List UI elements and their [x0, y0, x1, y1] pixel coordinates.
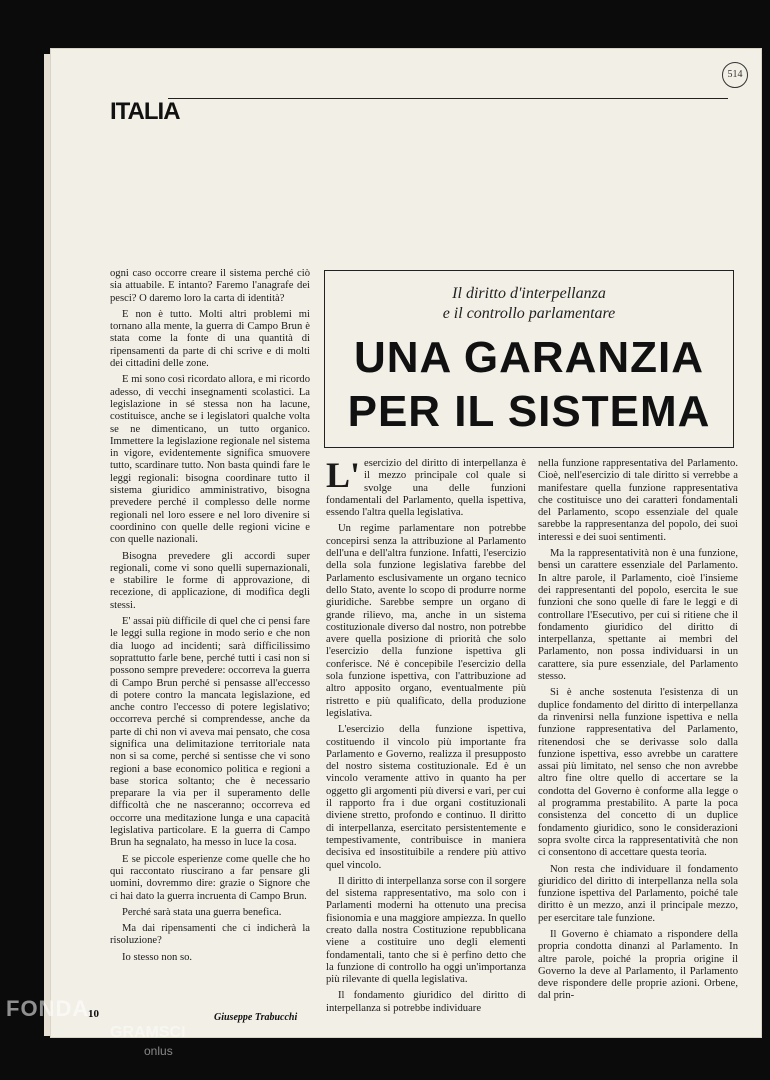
paragraph-text: esercizio del diritto di interpellanza è il mezzo principale col quale si svolge una delle funzioni fondamentali del Parlamento, quella ispettiva, essendo l'altra quella legislativa. [326, 458, 526, 519]
paragraph: Bisogna prevedere gli accordi super regionali, come vi sono quelli supernazionali, e stabilire le forme di approvazione, di recezione, di applicazione, di modifica degli stessi. [110, 550, 310, 611]
paragraph: E se piccole esperienze come quelle che ho qui raccontato riuscirano a far pensare gli uomini, dovremmo dire: grazie o Signore che ci hai dato la guerra incruenta di Campo Brun. [110, 853, 310, 902]
headline-line1: UNA GARANZIA [353, 333, 705, 382]
author-byline: Giuseppe Trabucchi [214, 1012, 298, 1023]
title-box [324, 270, 734, 448]
paragraph: Io stesso non so. [122, 951, 193, 963]
paragraph: Un regime parlamentare non potrebbe concepirsi senza la attribuzione al Parlamento dell'una e dell'altra funzione. Infatti, l'esercizio della sola funzione legislativa farebbe del Parlamento esclusivamente un organo tecnico dello Stato, avente lo scopo di produrre norme giuridiche. Sarebbe sempre un organo di grande rilievo, ma, anche in un sistema costituzionale diverso dal nostro, non potrebbe avere quella posizione di priorità che solo l'esercizio della funzione ispettiva gli conferisce. Né è concepibile l'esercizio della sola funzione ispettiva, con l'attribuzione ad altro apposito organo, eventualmente più ristretto e più qualificato, della produzione legislativa. [326, 523, 526, 719]
paragraph: ogni caso occorre creare il sistema perché ciò sia attuabile. E intanto? Faremo l'anagrafe dei pesci? O daremo loro la carta di identità? [110, 268, 310, 304]
title-subtitle-line1: Il diritto d'interpellanza [452, 285, 606, 302]
paragraph: nella funzione rappresentativa del Parlamento. Cioè, nell'esercizio di tale diritto si verrebbe a manifestare quella funzione rappresentativa che costituisce uno dei caratteri fondamentali del Parlamento, scopo essenziale del quale sarebbe la rappresentanza del popolo, dei suoi interessi e dei suoi sentimenti. [538, 458, 738, 543]
watermark-text: FONDA [6, 996, 90, 1021]
paragraph: Ma la rappresentatività non è una funzione, bensì un carattere essenziale del Parlamento. In altre parole, il Parlamento, cioè l'insieme dei rappresentanti del popolo, esercita le sue funzioni che sono quelle di fare le leggi e di controllare l'Esecutivo, per cui si ritiene che il fondamento giuridico del diritto di interpellanza, spettante ai membri del Parlamento, non possa individuarsi in un carattere, sia pure essenziale, del Parlamento stesso. [538, 548, 738, 683]
drop-cap: L' [326, 455, 361, 495]
paragraph: Perché sarà stata una guerra benefica. [122, 906, 282, 918]
watermark-text-3: onlus [144, 1044, 173, 1058]
paragraph: Il diritto di interpellanza sorse con il sorgere del sistema rappresentativo, ma solo con i Parlamenti moderni ha ottenuto una precisa fisionomia e una maggiore ampiezza. In quello creato dalla nostra Costituzione repubblicana viene a costituire uno degli elementi fondamentali, tanto che si è perfino detto che la funzione di controllo ha oggi un'importanza più rilevante di quella legislativa. [326, 875, 526, 986]
archive-number: 514 [722, 62, 748, 88]
article-column-3 [538, 458, 738, 1007]
paragraph [326, 455, 526, 519]
page-number: 10 [88, 1008, 99, 1020]
headline-line2: PER IL SISTEMA [347, 387, 711, 436]
paragraph: E mi sono così ricordato allora, e mi ricordo adesso, di vecchi insegnamenti scolastici. La legislazione in sé stessa non ha lacune, costituisce, anche se i legislatori qualche volta se ne dimenticano, un tutto organico. Immettere la legislazione regionale nel sistema in vigore, evidentemente significa smuovere tutto, scardinare tutto. Non basta quindi fare le leggi regionali: bisogna coordinare tutto il sistema giuridico amministrativo, bisogna prevedere perché il complesso delle norme regionali nel loro essere e nel loro divenire si coordinino con quelle delle regioni vicine e con quelle nazionali. [110, 374, 310, 546]
title-subtitle-line2: e il controllo parlamentare [442, 305, 616, 322]
paragraph: L'esercizio della funzione ispettiva, costituendo il vincolo più importante fra Parlamento e Governo, realizza il presupposto del nostro sistema costituzionale. Ed è un vincolo veramente attivo in quanto ha per oggetto gli argomenti più diversi e vari, per cui il rapporto fra i due organi costituzionali diviene stretto, profondo e continuo. Il diritto di interpellanza, esercitato persistentemente e tempestivamente, contribuisce in maniera decisiva ed insostituibile a rendere più attivo quel vincolo. [326, 724, 526, 871]
watermark-text-2: GRAMSCI [110, 1024, 186, 1041]
paragraph: E non è tutto. Molti altri problemi mi tornano alla mente, la guerra di Campo Brun è stata come la fonte di una quantità di ripensamenti da parte di chi scrive e di molti dei cittadini delle zone. [110, 308, 310, 370]
paragraph: E' assai più difficile di quel che ci pensi fare le leggi sulla regione in modo serio e che non dia luogo ad incidenti; sarà difficilissimo soprattutto farle bene, perché tutti i casi non si possono sempre prevedere: occorreva la guerra di Campo Brun perché si pensasse all'eccesso di potere contro la mancata legislazione, ed anche contro l'eccesso di potere legislativo; occorreva perché si comprendesse, anche da parte di chi non vi aveva mai pensato, che cosa significa una delimitazione territoriale nata non si sa come, perché si sentisse che vi sono regioni a base economico politica e regioni a base storica soltanto; che è necessario preparare la via per il superamento delle difficoltà che ne nasceranno; occorreva ed occorre una meditazione lunga e una capacità legislativa particolare. E la guerra di Campo Brun ha segnalato, ha messo in luce la cosa. [110, 616, 310, 849]
article-column-1 [110, 268, 310, 968]
paragraph: Ma dai ripensamenti che ci indicherà la risoluzione? [110, 923, 310, 947]
section-label: ITALIA [110, 98, 180, 125]
paragraph: Non resta che individuare il fondamento giuridico del diritto di interpellanza nella sola funzione ispettiva del Parlamento, poiché tale diritto è un mezzo, anzi il principale mezzo, per esercitare tale funzione. [538, 863, 738, 924]
paragraph: Il fondamento giuridico del diritto di interpellanza si potrebbe individuare [326, 990, 526, 1014]
paragraph: Si è anche sostenuta l'esistenza di un duplice fondamento del diritto di interpellanza da rinvenirsi nella funzione ispettiva e nella funzione rappresentativa del Parlamento, ritenendosi che se derivasse solo dalla funzione ispettiva, esso avrebbe un carattere assai più limitato, nel senso che non avrebbe altro fine oltre quello di accertare se la condotta del Governo è conforme alla legge o al programma prestabilito. A parte la poca consistenza del concetto di un duplice fondamento giuridico, sono le considerazioni sopra svolte circa la rappresentatività che non ci consentono di accettare questa teoria. [538, 687, 738, 859]
paragraph: Il Governo è chiamato a rispondere della propria condotta dinanzi al Parlamento. In altre parole, poiché la propria origine il Governo la deve al Parlamento, il Parlamento deve rispondere delle proprie azioni. Orbene, dal prin- [538, 928, 738, 1002]
article-column-2 [326, 455, 526, 1019]
header-rule [168, 98, 728, 99]
